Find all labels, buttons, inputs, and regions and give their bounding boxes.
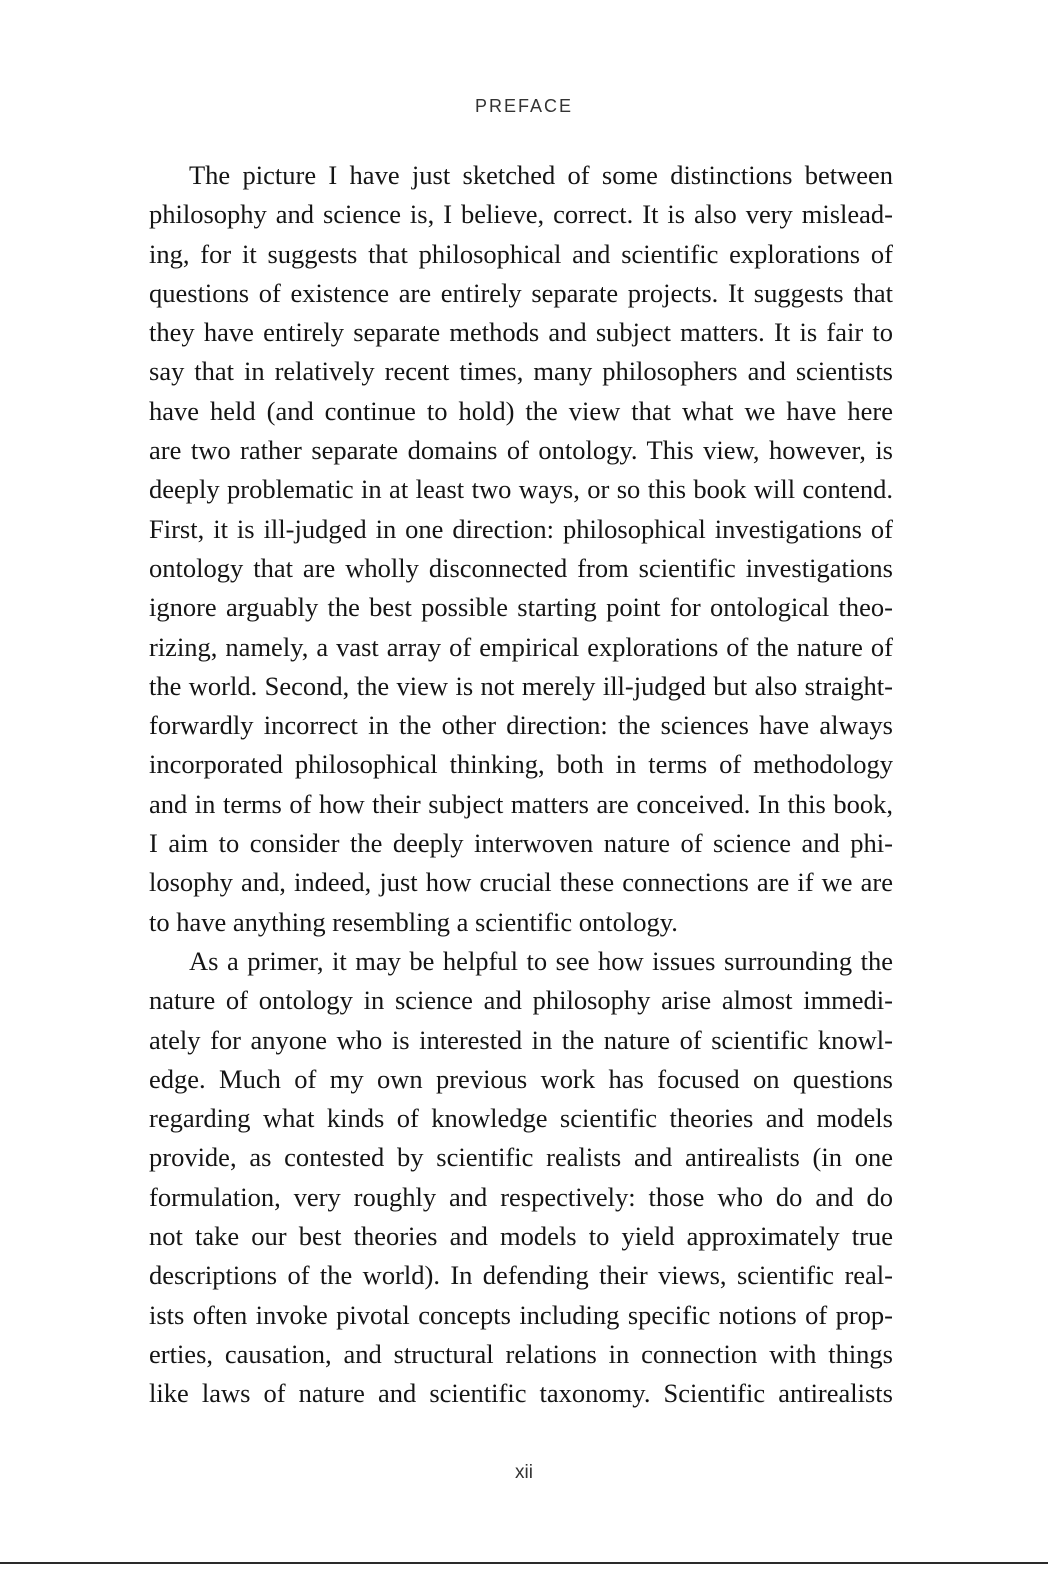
text-line: say that in relatively recent times, many philosophers and scientists: [149, 356, 893, 387]
text-line: nature of ontology in science and philosophy arise almost immedi-: [149, 985, 893, 1016]
text-line: are two rather separate domains of ontology. This view, however, is: [149, 435, 893, 466]
text-line: like laws of nature and scientific taxonomy. Scientific antirealists: [149, 1378, 893, 1409]
page-number: xii: [515, 1462, 533, 1483]
text-line: questions of existence are entirely separate projects. It suggests that: [149, 277, 893, 308]
text-line: ignore arguably the best possible starting point for ontological theo-: [149, 592, 893, 623]
body-text: [149, 156, 893, 1414]
text-line: First, it is ill-judged in one direction: philosophical investigations of: [149, 513, 893, 544]
text-line: the world. Second, the view is not merely ill-judged but also straight-: [149, 670, 893, 701]
text-line: regarding what kinds of knowledge scientific theories and models: [149, 1103, 893, 1134]
text-line: ontology that are wholly disconnected from scientific investigations: [149, 552, 893, 583]
text-line: ists often invoke pivotal concepts including specific notions of prop-: [149, 1299, 893, 1330]
text-line: philosophy and science is, I believe, correct. It is also very mislead-: [149, 199, 893, 230]
text-line: incorporated philosophical thinking, both in terms of methodology: [149, 749, 893, 780]
text-line: ing, for it suggests that philosophical and scientific explorations of: [149, 238, 893, 269]
text-line: forwardly incorrect in the other direction: the sciences have always: [149, 710, 893, 741]
text-line: descriptions of the world). In defending their views, scientific real-: [149, 1260, 893, 1291]
page-edge-divider: [0, 1562, 1048, 1564]
text-line: erties, causation, and structural relations in connection with things: [149, 1338, 893, 1369]
text-line: edge. Much of my own previous work has focused on questions: [149, 1063, 893, 1094]
paragraph-2: [149, 942, 893, 1414]
text-line: As a primer, it may be helpful to see how issues surrounding the: [189, 945, 893, 976]
text-line: have held (and continue to hold) the view that what we have here: [149, 395, 893, 426]
text-line: and in terms of how their subject matters are conceived. In this book,: [149, 788, 893, 819]
text-line: The picture I have just sketched of some distinctions between: [189, 160, 893, 190]
running-head: PREFACE: [474, 96, 574, 116]
text-line: provide, as contested by scientific realists and antirealists (in one: [149, 1142, 893, 1173]
text-line: I aim to consider the deeply interwoven nature of science and phi-: [149, 828, 893, 859]
text-line: losophy and, indeed, just how crucial these connections are if we are: [149, 867, 893, 898]
paragraph-1: [149, 156, 893, 942]
text-line: to have anything resembling a scientific ontology.: [149, 906, 678, 937]
text-line: deeply problematic in at least two ways, or so this book will contend.: [149, 474, 893, 505]
text-line: formulation, very roughly and respectively: those who do and do: [149, 1181, 893, 1212]
text-line: rizing, namely, a vast array of empirical explorations of the nature of: [149, 631, 893, 662]
text-line: not take our best theories and models to yield approximately true: [149, 1221, 893, 1252]
text-line: they have entirely separate methods and subject matters. It is fair to: [149, 317, 893, 348]
text-line: ately for anyone who is interested in the nature of scientific knowl-: [149, 1024, 893, 1055]
